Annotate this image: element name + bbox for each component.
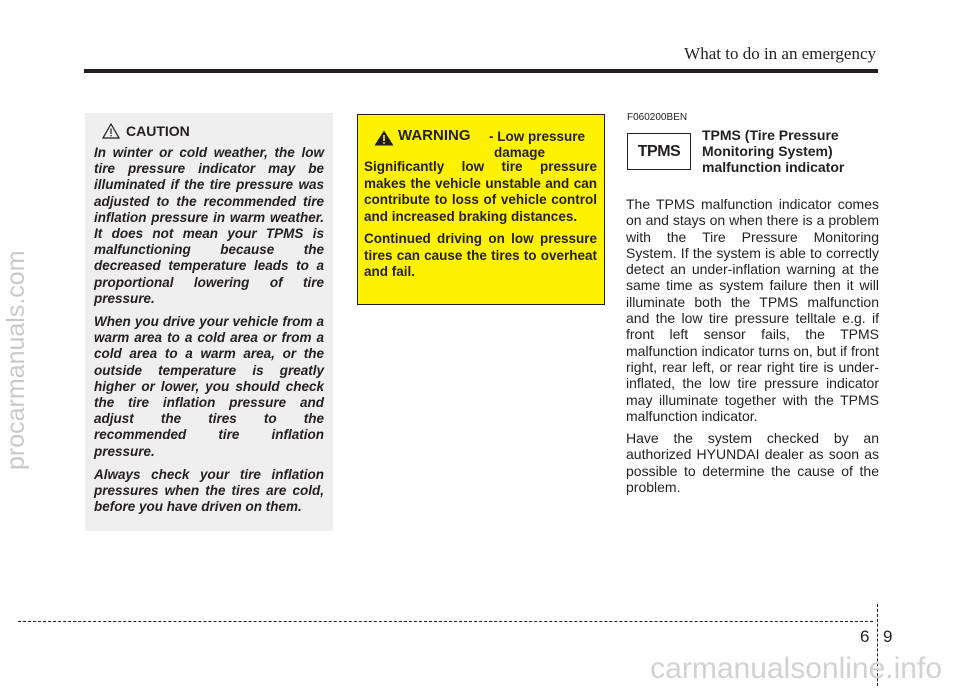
warning-header bbox=[364, 123, 597, 159]
section-title-line: Monitoring System) bbox=[702, 143, 833, 159]
tpms-indicator-icon bbox=[627, 133, 691, 170]
chapter-number: 6 bbox=[860, 627, 870, 646]
page-header-title: What to do in an emergency bbox=[684, 44, 876, 63]
tpms-badge-label: TPMS bbox=[637, 142, 681, 160]
warning-title: WARNING bbox=[398, 127, 471, 144]
body-paragraph: Have the system checked by an authorized HYUNDAI dealer as soon as possible to determine the cause of the problem. bbox=[626, 430, 879, 496]
caution-box bbox=[85, 113, 333, 531]
caution-header bbox=[94, 121, 324, 141]
bottom-watermark: carmanualsonline.info bbox=[650, 652, 942, 685]
section-title bbox=[702, 127, 844, 175]
caution-paragraph: In winter or cold weather, the low tire pressure indicator may be illuminated if the tire pressure was adjusted to the recommended tire inflation pressure in warm weather. It does not mean your TPMS is malfunctioning because the decreased temperature leads to a proportional lowering of tire pressure. bbox=[94, 145, 324, 306]
warning-paragraph: Continued driving on low pressure tires can cause the tires to overheat and fail. bbox=[364, 231, 597, 279]
warning-triangle-icon bbox=[374, 130, 394, 146]
section-title-line: TPMS (Tire Pressure bbox=[702, 127, 839, 143]
caution-paragraph: Always check your tire inflation pressures when the tires are cold, before you have driven on them. bbox=[94, 466, 324, 515]
caution-paragraph: When you drive your vehicle from a warm area to a cold area or from a cold area to a warm area, or the outside temperature is greatly higher or lower, you should check the tire inflation pressure and adjust the tires to the recommended tire inflation pressure. bbox=[94, 314, 324, 459]
section-body bbox=[626, 196, 879, 501]
side-watermark: procarmanuals.com bbox=[2, 250, 30, 470]
body-paragraph: The TPMS malfunction indicator comes on and stays on when there is a problem with the Tire Pressure Monitoring System. If the system is able to correctly detect an under-inflation warning at the same time as system failure then it will illuminate both the TPMS malfunction and the low tire pressure telltale e.g. if front left sensor fails, the TPMS malfunction indicator turns on, but if front right, rear left, or rear right tire is under-inflated, the low tire pressure indicator may illuminate together with the TPMS malfunction indicator. bbox=[626, 196, 879, 424]
section-code: F060200BEN bbox=[627, 112, 688, 123]
caution-triangle-icon bbox=[102, 123, 120, 139]
footer-rule bbox=[18, 621, 873, 622]
header-rule bbox=[84, 69, 878, 73]
warning-subtitle-continued: damage bbox=[494, 145, 546, 160]
warning-subtitle: - Low pressure bbox=[489, 129, 586, 144]
warning-box bbox=[357, 114, 605, 305]
caution-title: CAUTION bbox=[126, 123, 190, 139]
warning-paragraph: Significantly low tire pressure makes the vehicle unstable and can contribute to loss of vehicle control and increased braking distances. bbox=[364, 159, 597, 224]
page-number: 9 bbox=[883, 627, 893, 646]
section-title-line: malfunction indicator bbox=[702, 159, 845, 175]
